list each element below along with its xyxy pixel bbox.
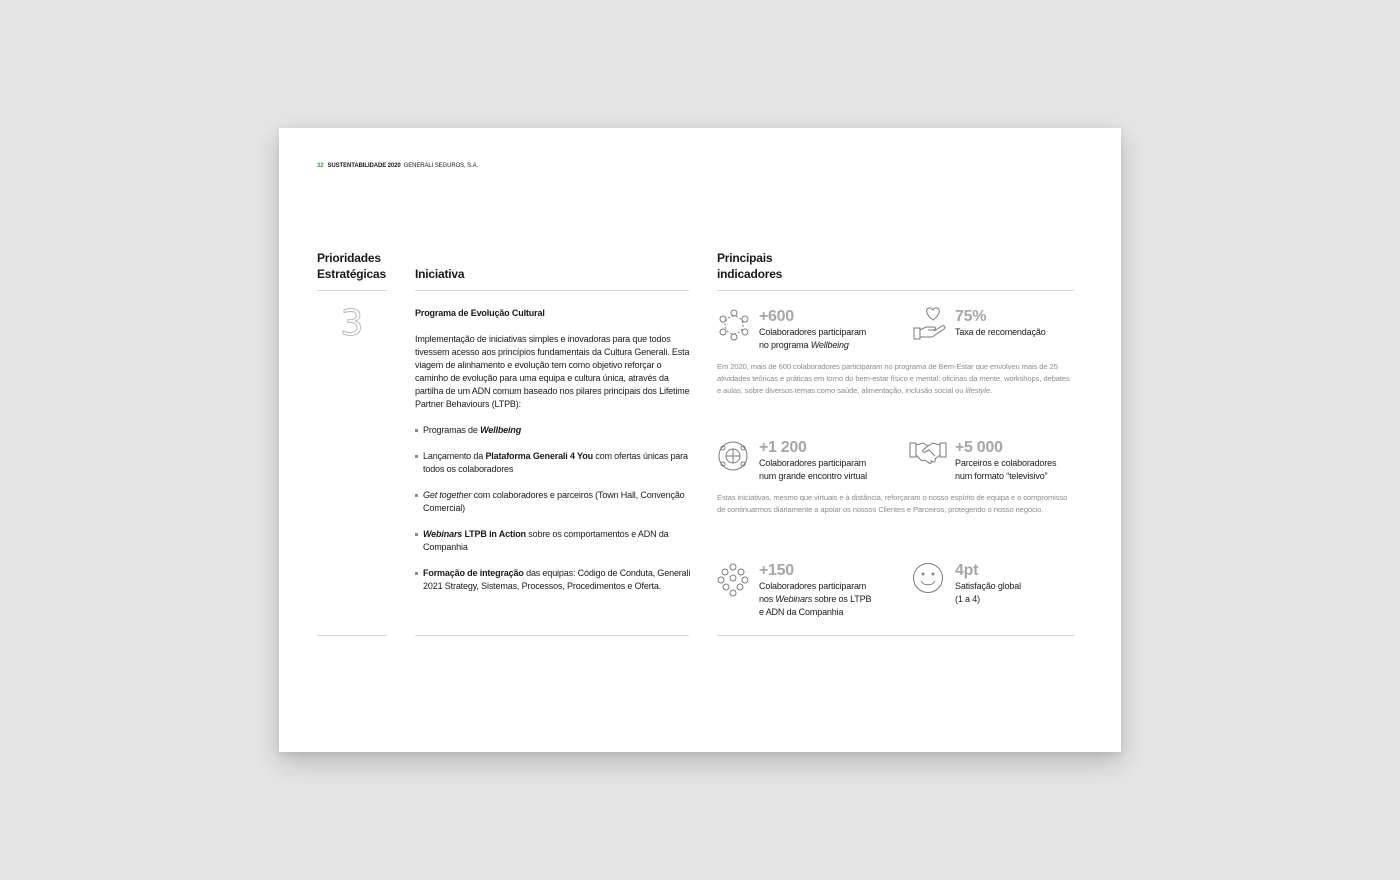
indicator-value: 4pt [955, 562, 979, 579]
list-item: Get together com colaboradores e parceiros (Town Hall, Convenção Comercial) [415, 489, 691, 515]
smiley-icon [912, 562, 944, 594]
divider [415, 290, 689, 291]
list-item: Webinars LTPB in Action sobre os comportamentos e ADN da Companhia [415, 528, 691, 554]
initiatives-note: Estas iniciativas, mesmo que virtuais e à distância, reforçaram o nosso espírito de equipa e o compromisso de continuarmos diariamente a apoiar os nossos Clientes e Parceiros, protegendo o nosso negócio. [717, 493, 1068, 514]
indicators-heading: Principais indicadores [717, 251, 783, 281]
report-page [279, 128, 1121, 752]
divider [317, 635, 387, 636]
priority-number: 3 [340, 303, 364, 344]
globe-network-icon [717, 440, 749, 472]
program-intro: Implementação de iniciativas simples e inovadoras para que todos tivessem acesso aos princípios fundamentais da Cultura Generali. Esta viagem de alinhamento e evolução tem como objetivo reforçar o caminho de evolução para uma equipa e cultura única, através da partilha de um ADN comum baseado nos pilares principais dos Lifetime Partner Behaviours (LTPB): [415, 334, 690, 409]
divider [415, 635, 689, 636]
divider [717, 635, 1074, 636]
divider [317, 290, 387, 291]
indicator-value: +5 000 [955, 439, 1003, 456]
page-header [317, 163, 478, 169]
indicator-virtual-event: +1 200 Colaboradores participaram num grande encontro virtual [759, 439, 868, 481]
list-item: Formação de integração das equipas: Código de Conduta, Generali 2021 Strategy, Sistemas, Processos, Procedimentos e Oferta. [415, 567, 691, 593]
heart-hand-icon [912, 306, 948, 342]
indicator-recommendation: 75% Taxa de recomendação [955, 308, 1046, 337]
company-name: GENERALI SEGUROS, S.A. [403, 163, 479, 169]
indicator-wellbeing: +600 Colaboradores participaram no programa Wellbeing [759, 308, 867, 350]
initiative-body [415, 307, 691, 593]
handshake-icon [909, 439, 947, 465]
indicator-partners: +5 000 Parceiros e colaboradores num formato “televisivo” [955, 439, 1057, 481]
indicator-value: +600 [759, 308, 794, 325]
program-title: Programa de Evolução Cultural [415, 308, 545, 318]
initiative-heading: Iniciativa [415, 267, 465, 281]
list-item: Programas de Wellbeing [415, 424, 691, 437]
indicator-value: +150 [759, 562, 794, 579]
indicator-value: 75% [955, 308, 987, 325]
indicator-webinars: +150 Colaboradores participaram nos Webinars sobre os LTPB e ADN da Companhia [759, 562, 872, 617]
page-number: 32 [317, 163, 324, 169]
list-item: Lançamento da Plataforma Generali 4 You com ofertas únicas para todos os colaboradores [415, 450, 691, 476]
report-title: SUSTENTABILIDADE 2020 [327, 163, 401, 169]
initiative-list [415, 424, 691, 593]
divider [717, 290, 1074, 291]
people-network-icon [717, 308, 751, 342]
priorities-heading: Prioridades Estratégicas [317, 251, 386, 281]
wellbeing-note: Em 2020, mais de 600 colaboradores participaram no programa de Bem-Estar que envolveu mais de 25 atividades teóricas e práticas em torno do bem-estar físico e mental: oficinas da mente, workshops, debates e aulas, sobre diversos temas como saúde, alimentação, inclusão social ou lifestyle. [717, 362, 1070, 395]
indicator-value: +1 200 [759, 439, 807, 456]
people-group-icon [717, 563, 749, 597]
indicator-satisfaction: 4pt Satisfação global (1 a 4) [955, 562, 1021, 604]
